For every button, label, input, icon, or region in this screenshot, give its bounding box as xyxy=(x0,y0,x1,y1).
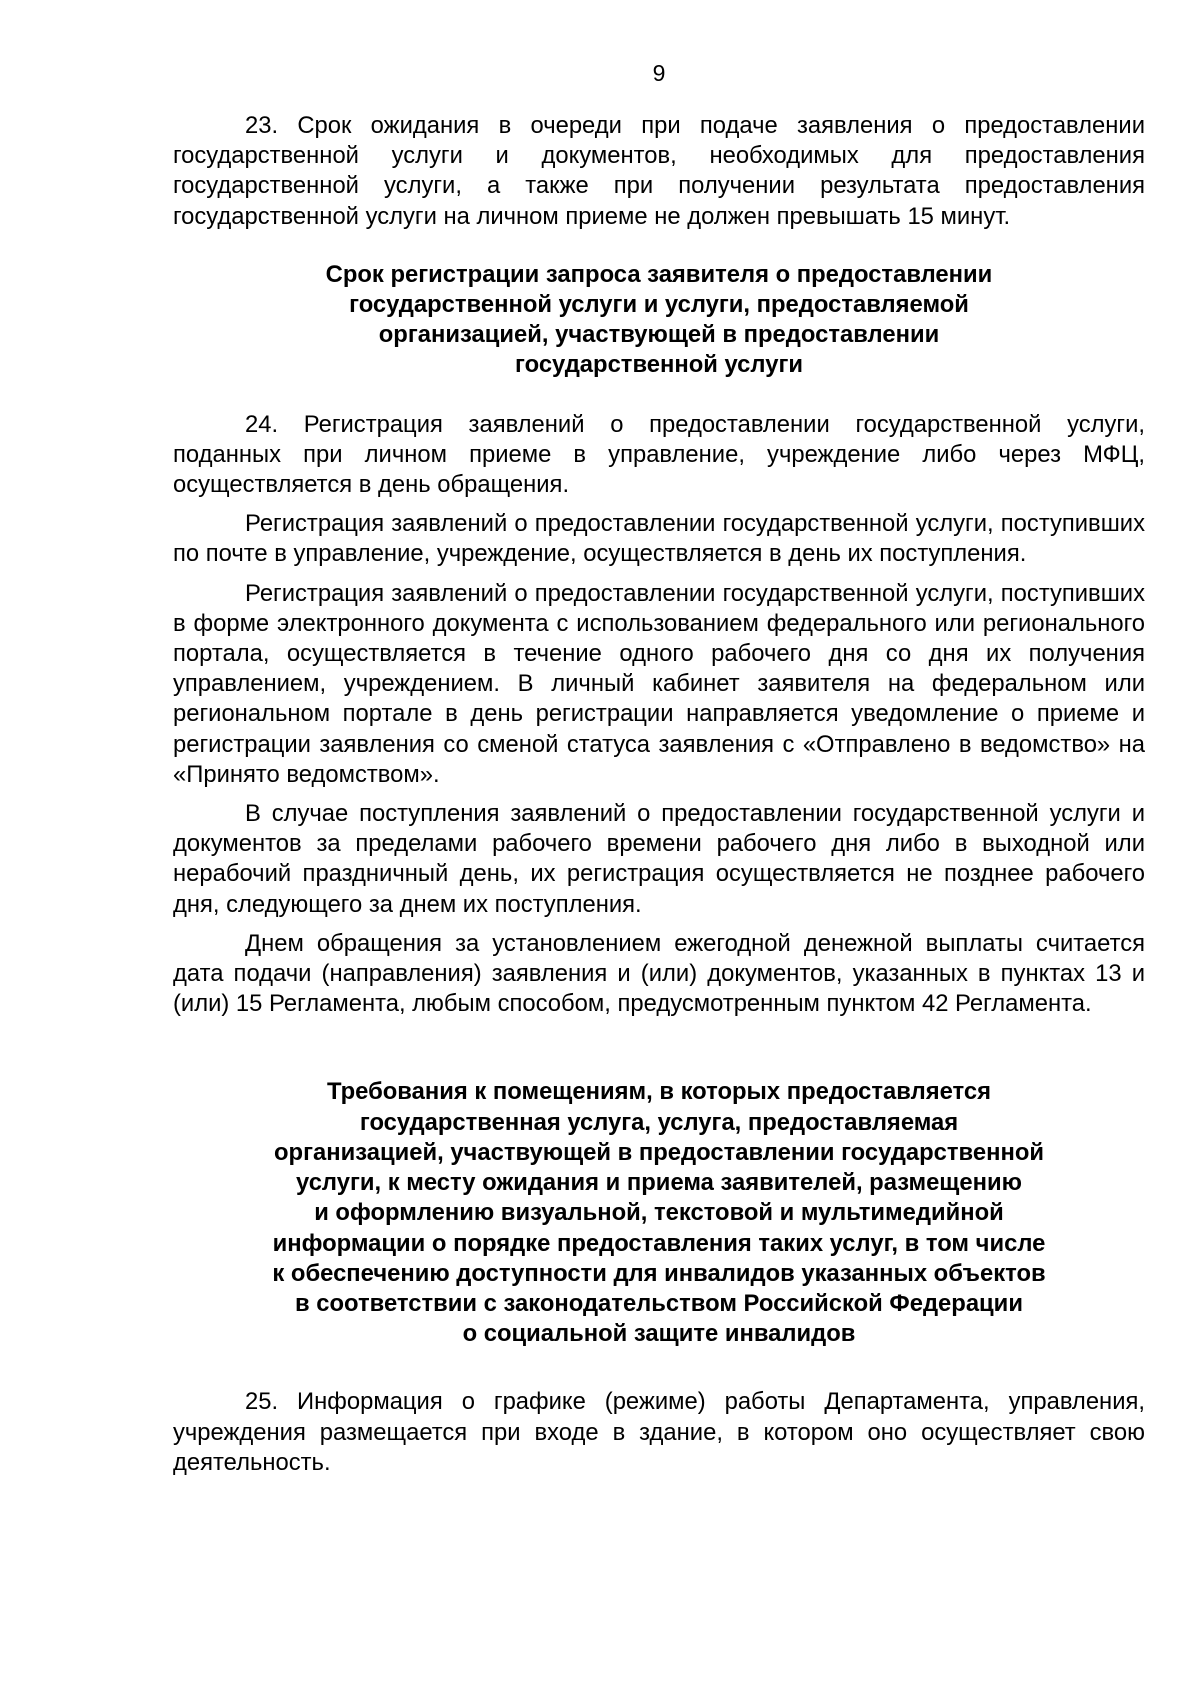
heading-line: к обеспечению доступности для инвалидов указанных объектов xyxy=(272,1259,1046,1287)
heading-line: организацией, участвующей в предоставлении государственной xyxy=(274,1138,1044,1166)
paragraph-24-1: 24. Регистрация заявлений о предоставлении государственной услуги, поданных при личном приеме в управление, учреждение либо через МФЦ, осуществляется в день обращения. xyxy=(173,410,1145,499)
heading-line: услуги, к месту ожидания и приема заявителей, размещению xyxy=(296,1169,1022,1197)
heading-line: Срок регистрации запроса заявителя о предоставлении xyxy=(325,260,993,288)
document-body xyxy=(173,111,1145,1478)
section-heading-registration-deadline xyxy=(173,260,1145,381)
heading-line: Требования к помещениям, в которых предоставляется xyxy=(326,1078,991,1106)
paragraph-23: 23. Срок ожидания в очереди при подаче заявления о предоставлении государственной услуги и документов, необходимых для предоставления государственной услуги, а также при получении результата предоставления государственной услуги на личном приеме не должен превышать 15 минут. xyxy=(173,112,1145,230)
heading-line: государственной услуги и услуги, предоставляемой xyxy=(349,291,969,319)
paragraph-24-5: Днем обращения за установлением ежегодной денежной выплаты считается дата подачи (направления) заявления и (или) документов, указанных в пунктах 13 и (или) 15 Регламента, любым способом, предусмотренным пунктом 42 Регламента. xyxy=(173,929,1145,1018)
paragraph-25: 25. Информация о графике (режиме) работы Департамента, управления, учреждения размещается при входе в здание, в котором оно осуществляет свою деятельность. xyxy=(173,1388,1145,1476)
heading-line: организацией, участвующей в предоставлении xyxy=(378,321,940,349)
paragraph-24-2: Регистрация заявлений о предоставлении государственной услуги, поступивших по почте в управление, учреждение, осуществляется в день их поступления. xyxy=(173,510,1145,568)
heading-line: и оформлению визуальной, текстовой и мультимедийной xyxy=(314,1199,1004,1227)
heading-line: государственная услуга, услуга, предоставляемая xyxy=(359,1108,959,1136)
heading-line: о социальной защите инвалидов xyxy=(462,1320,856,1348)
paragraph-24-4: В случае поступления заявлений о предоставлении государственной услуги и документов за пределами рабочего времени рабочего дня либо в выходной или нерабочий праздничный день, их регистрация осуществляется не позднее рабочего дня, следующего за днем их поступления. xyxy=(173,800,1145,918)
heading-line: информации о порядке предоставления таких услуг, в том числе xyxy=(272,1229,1046,1257)
heading-line: в соответствии с законодательством Российской Федерации xyxy=(295,1289,1023,1317)
paragraph-24-3: Регистрация заявлений о предоставлении государственной услуги, поступивших в форме электронного документа с использованием федерального или регионального портала, осуществляется в течение одного рабочего дня со дня их получения управлением, учреждением. В личный кабинет заявителя на федеральном или региональном портале в день регистрации направляется уведомление о приеме и регистрации заявления со сменой статуса заявления с «Отправлено в ведомство» на «Принято ведомством». xyxy=(173,579,1145,788)
heading-line: государственной услуги xyxy=(515,351,803,379)
section-heading-premises-requirements xyxy=(173,1077,1145,1349)
page-number: 9 xyxy=(652,60,666,86)
